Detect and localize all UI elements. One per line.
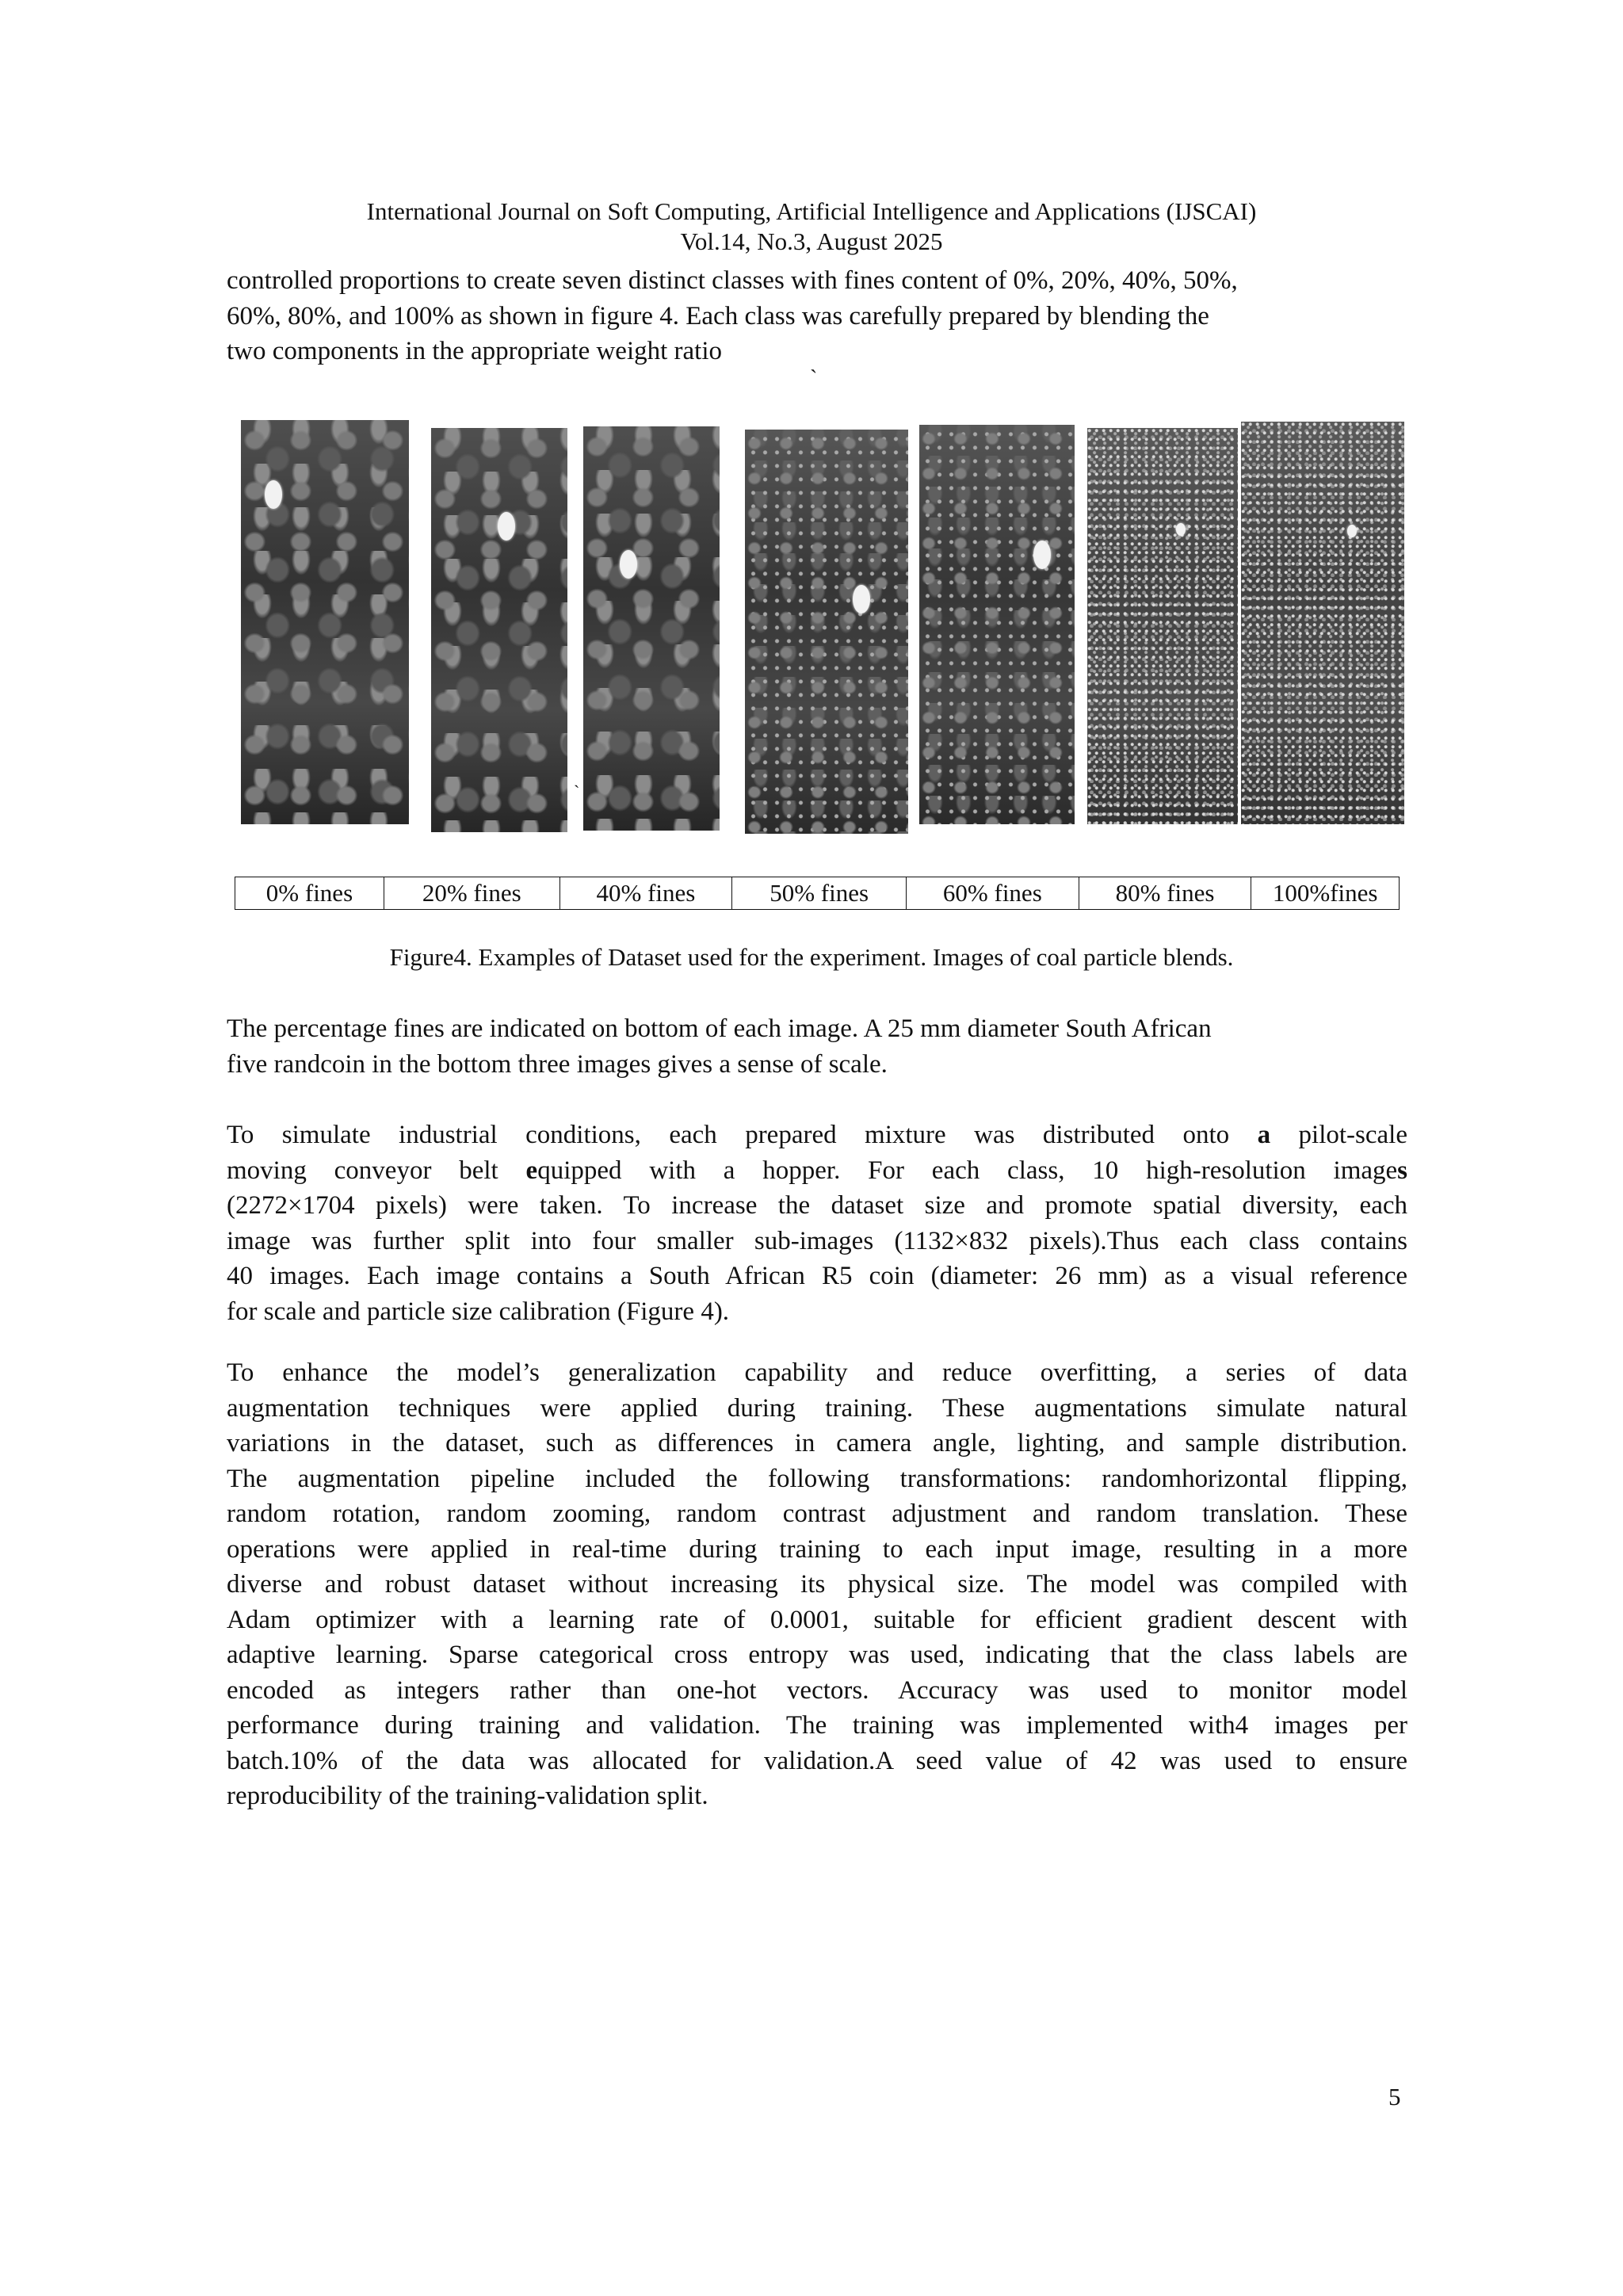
text-line: five randcoin in the bottom three images gives a sense of scale. <box>227 1049 888 1079</box>
coal-image-20-fines <box>431 428 567 832</box>
text-line: for scale and particle size calibration (Figure 4). <box>227 1297 730 1326</box>
label-cell: 0% fines <box>235 877 384 910</box>
running-header <box>0 197 1623 257</box>
label-cell: 80% fines <box>1079 877 1251 910</box>
text-line: The augmentation pipeline included the following transformations: randomhorizontal flipping, <box>227 1464 1407 1493</box>
volume-issue: Vol.14, No.3, August 2025 <box>680 227 943 255</box>
text-line: The percentage fines are indicated on bottom of each image. A 25 mm diameter South African <box>227 1014 1212 1043</box>
text-line: To enhance the model’s generalization capability and reduce overfitting, a series of data <box>227 1358 1407 1387</box>
text-line: encoded as integers rather than one-hot vectors. Accuracy was used to monitor model <box>227 1675 1407 1705</box>
figure-4-images <box>235 420 1407 832</box>
text-line: reproducibility of the training-validation split. <box>227 1782 708 1810</box>
coin-marker <box>1176 523 1186 536</box>
method-paragraph <box>227 1117 1407 1329</box>
text-line <box>227 1117 1407 1153</box>
coin-marker <box>498 512 515 541</box>
text-span: To simulate industrial conditions, each prepared mixture was distributed onto <box>227 1121 1258 1149</box>
coin-marker <box>265 480 282 509</box>
coal-image-100-fines <box>1241 422 1404 824</box>
intro-paragraph <box>227 263 1407 369</box>
text-line <box>227 1153 1407 1189</box>
text-line: performance during training and validation. The training was implemented with4 images per <box>227 1711 1407 1740</box>
text-span: quipped with a hopper. For each class, 10 high-resolution image <box>537 1156 1398 1185</box>
text-span: pilot-scale <box>1270 1121 1407 1149</box>
figure-label-row <box>235 877 1400 910</box>
label-cell: 20% fines <box>384 877 559 910</box>
coal-image-50-fines <box>745 430 908 834</box>
bold-text: e <box>525 1156 538 1185</box>
coin-marker <box>853 585 870 613</box>
text-line: operations were applied in real-time during training to each input image, resulting in a more <box>227 1534 1407 1564</box>
coal-image-60-fines <box>919 425 1075 824</box>
stray-backtick: ` <box>810 366 818 391</box>
coal-image-80-fines <box>1087 428 1238 824</box>
coin-marker <box>620 550 637 579</box>
augmentation-paragraph <box>227 1355 1407 1814</box>
label-cell: 60% fines <box>907 877 1079 910</box>
text-span: moving conveyor belt <box>227 1156 526 1185</box>
text-line: variations in the dataset, such as differences in camera angle, lighting, and sample distribution. <box>227 1429 1407 1457</box>
text-line: batch.10% of the data was allocated for validation.A seed value of 42 was used to ensure <box>227 1746 1407 1775</box>
coal-image-0-fines <box>241 420 409 824</box>
label-cell: 100%fines <box>1251 877 1400 910</box>
text-line: two components in the appropriate weight ratio <box>227 337 723 365</box>
coal-image-40-fines <box>583 426 720 831</box>
text-line: adaptive learning. Sparse categorical cross entropy was used, indicating that the class labels are <box>227 1641 1407 1669</box>
coin-marker <box>1033 541 1051 569</box>
text-line: image was further split into four smaller sub-images (1132×832 pixels).Thus each class contains <box>227 1226 1407 1255</box>
page-number: 5 <box>1388 2083 1401 2111</box>
scale-paragraph <box>227 1011 1407 1082</box>
text-line: (2272×1704 pixels) were taken. To increase the dataset size and promote spatial diversity, each <box>227 1191 1407 1220</box>
bold-text: a <box>1257 1121 1271 1149</box>
text-line: random rotation, random zooming, random contrast adjustment and random translation. These <box>227 1499 1407 1528</box>
text-line: 40 images. Each image contains a South African R5 coin (diameter: 26 mm) as a visual reference <box>227 1262 1407 1290</box>
text-line: 60%, 80%, and 100% as shown in figure 4. Each class was carefully prepared by blending the <box>227 301 1209 330</box>
figure-caption: Figure4. Examples of Dataset used for the experiment. Images of coal particle blends. <box>389 943 1234 971</box>
bold-text: s <box>1397 1156 1407 1185</box>
text-line: Adam optimizer with a learning rate of 0.0001, suitable for efficient gradient descent with <box>227 1605 1407 1634</box>
text-line: controlled proportions to create seven distinct classes with fines content of 0%, 20%, 40%, 50%, <box>227 266 1238 295</box>
label-cell: 40% fines <box>559 877 732 910</box>
coin-marker <box>1347 525 1357 537</box>
journal-title: International Journal on Soft Computing, Artificial Intelligence and Applications (IJSCAI) <box>366 197 1257 225</box>
text-line: diverse and robust dataset without increasing its physical size. The model was compiled with <box>227 1570 1407 1599</box>
text-line: augmentation techniques were applied during training. These augmentations simulate natural <box>227 1393 1407 1423</box>
label-cell: 50% fines <box>732 877 907 910</box>
stray-backtick: ` <box>574 781 580 801</box>
